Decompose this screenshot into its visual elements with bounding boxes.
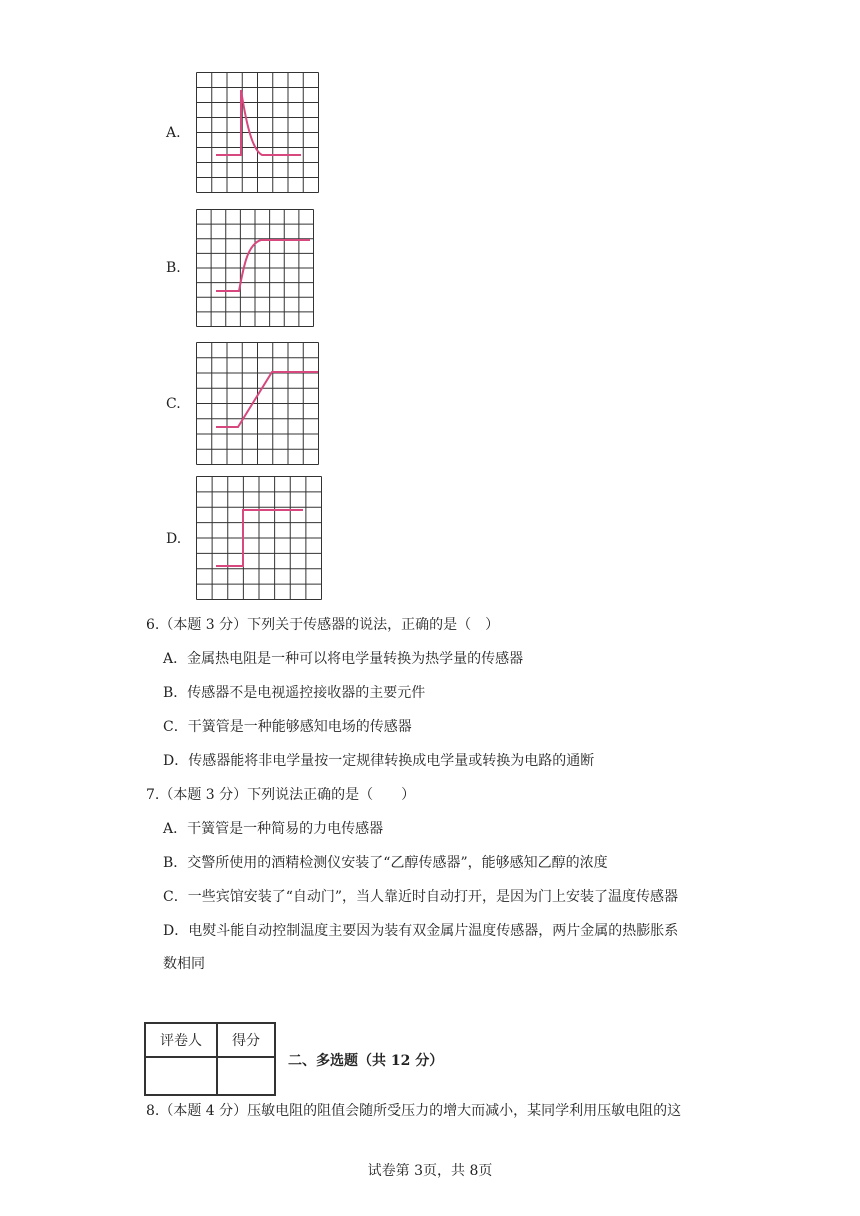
option-b-label: B. [166, 260, 181, 276]
graph-c [196, 342, 319, 465]
q7-stem: 7.（本题 3 分）下列说法正确的是（ ） [146, 787, 416, 803]
option-d-label: D. [166, 531, 182, 547]
graph-d [196, 476, 322, 600]
q8-stem: 8.（本题 4 分）压敏电阻的阻值会随所受压力的增大而减小，某同学利用压敏电阻的这 [146, 1103, 682, 1119]
page-footer: 试卷第 3页，共 8页 [367, 1163, 493, 1179]
reviewer-header: 评卷人 [145, 1023, 217, 1057]
score-cell[interactable] [217, 1057, 275, 1095]
score-table [144, 1022, 276, 1096]
q7-option-c: C．一些宾馆安装了“自动门”，当人靠近时自动打开，是因为门上安装了温度传感器 [163, 889, 679, 905]
q7-option-b: B．交警所使用的酒精检测仪安装了“乙醇传感器”，能够感知乙醇的浓度 [163, 855, 608, 871]
q6-stem: 6.（本题 3 分）下列关于传感器的说法，正确的是（ ） [146, 617, 500, 633]
score-header: 得分 [217, 1023, 275, 1057]
q6-option-b: B．传感器不是电视遥控接收器的主要元件 [163, 685, 426, 701]
section-2-title: 二、多选题（共 12 分） [288, 1053, 444, 1069]
q6-option-d: D．传感器能将非电学量按一定规律转换成电学量或转换为电路的通断 [163, 753, 595, 769]
q6-option-a: A．金属热电阻是一种可以将电学量转换为热学量的传感器 [163, 651, 524, 667]
graph-a [196, 72, 319, 193]
q7-option-d-continued: 数相同 [163, 956, 205, 972]
option-a-label: A. [166, 125, 181, 141]
q6-option-c: C．干簧管是一种能够感知电场的传感器 [163, 719, 412, 735]
option-c-label: C. [166, 396, 181, 412]
graph-b [196, 209, 314, 327]
q7-option-d: D．电熨斗能自动控制温度主要因为装有双金属片温度传感器，两片金属的热膨胀系 [163, 923, 679, 939]
reviewer-cell[interactable] [145, 1057, 217, 1095]
q7-option-a: A．干簧管是一种简易的力电传感器 [163, 821, 384, 837]
signal-curve [216, 240, 310, 291]
